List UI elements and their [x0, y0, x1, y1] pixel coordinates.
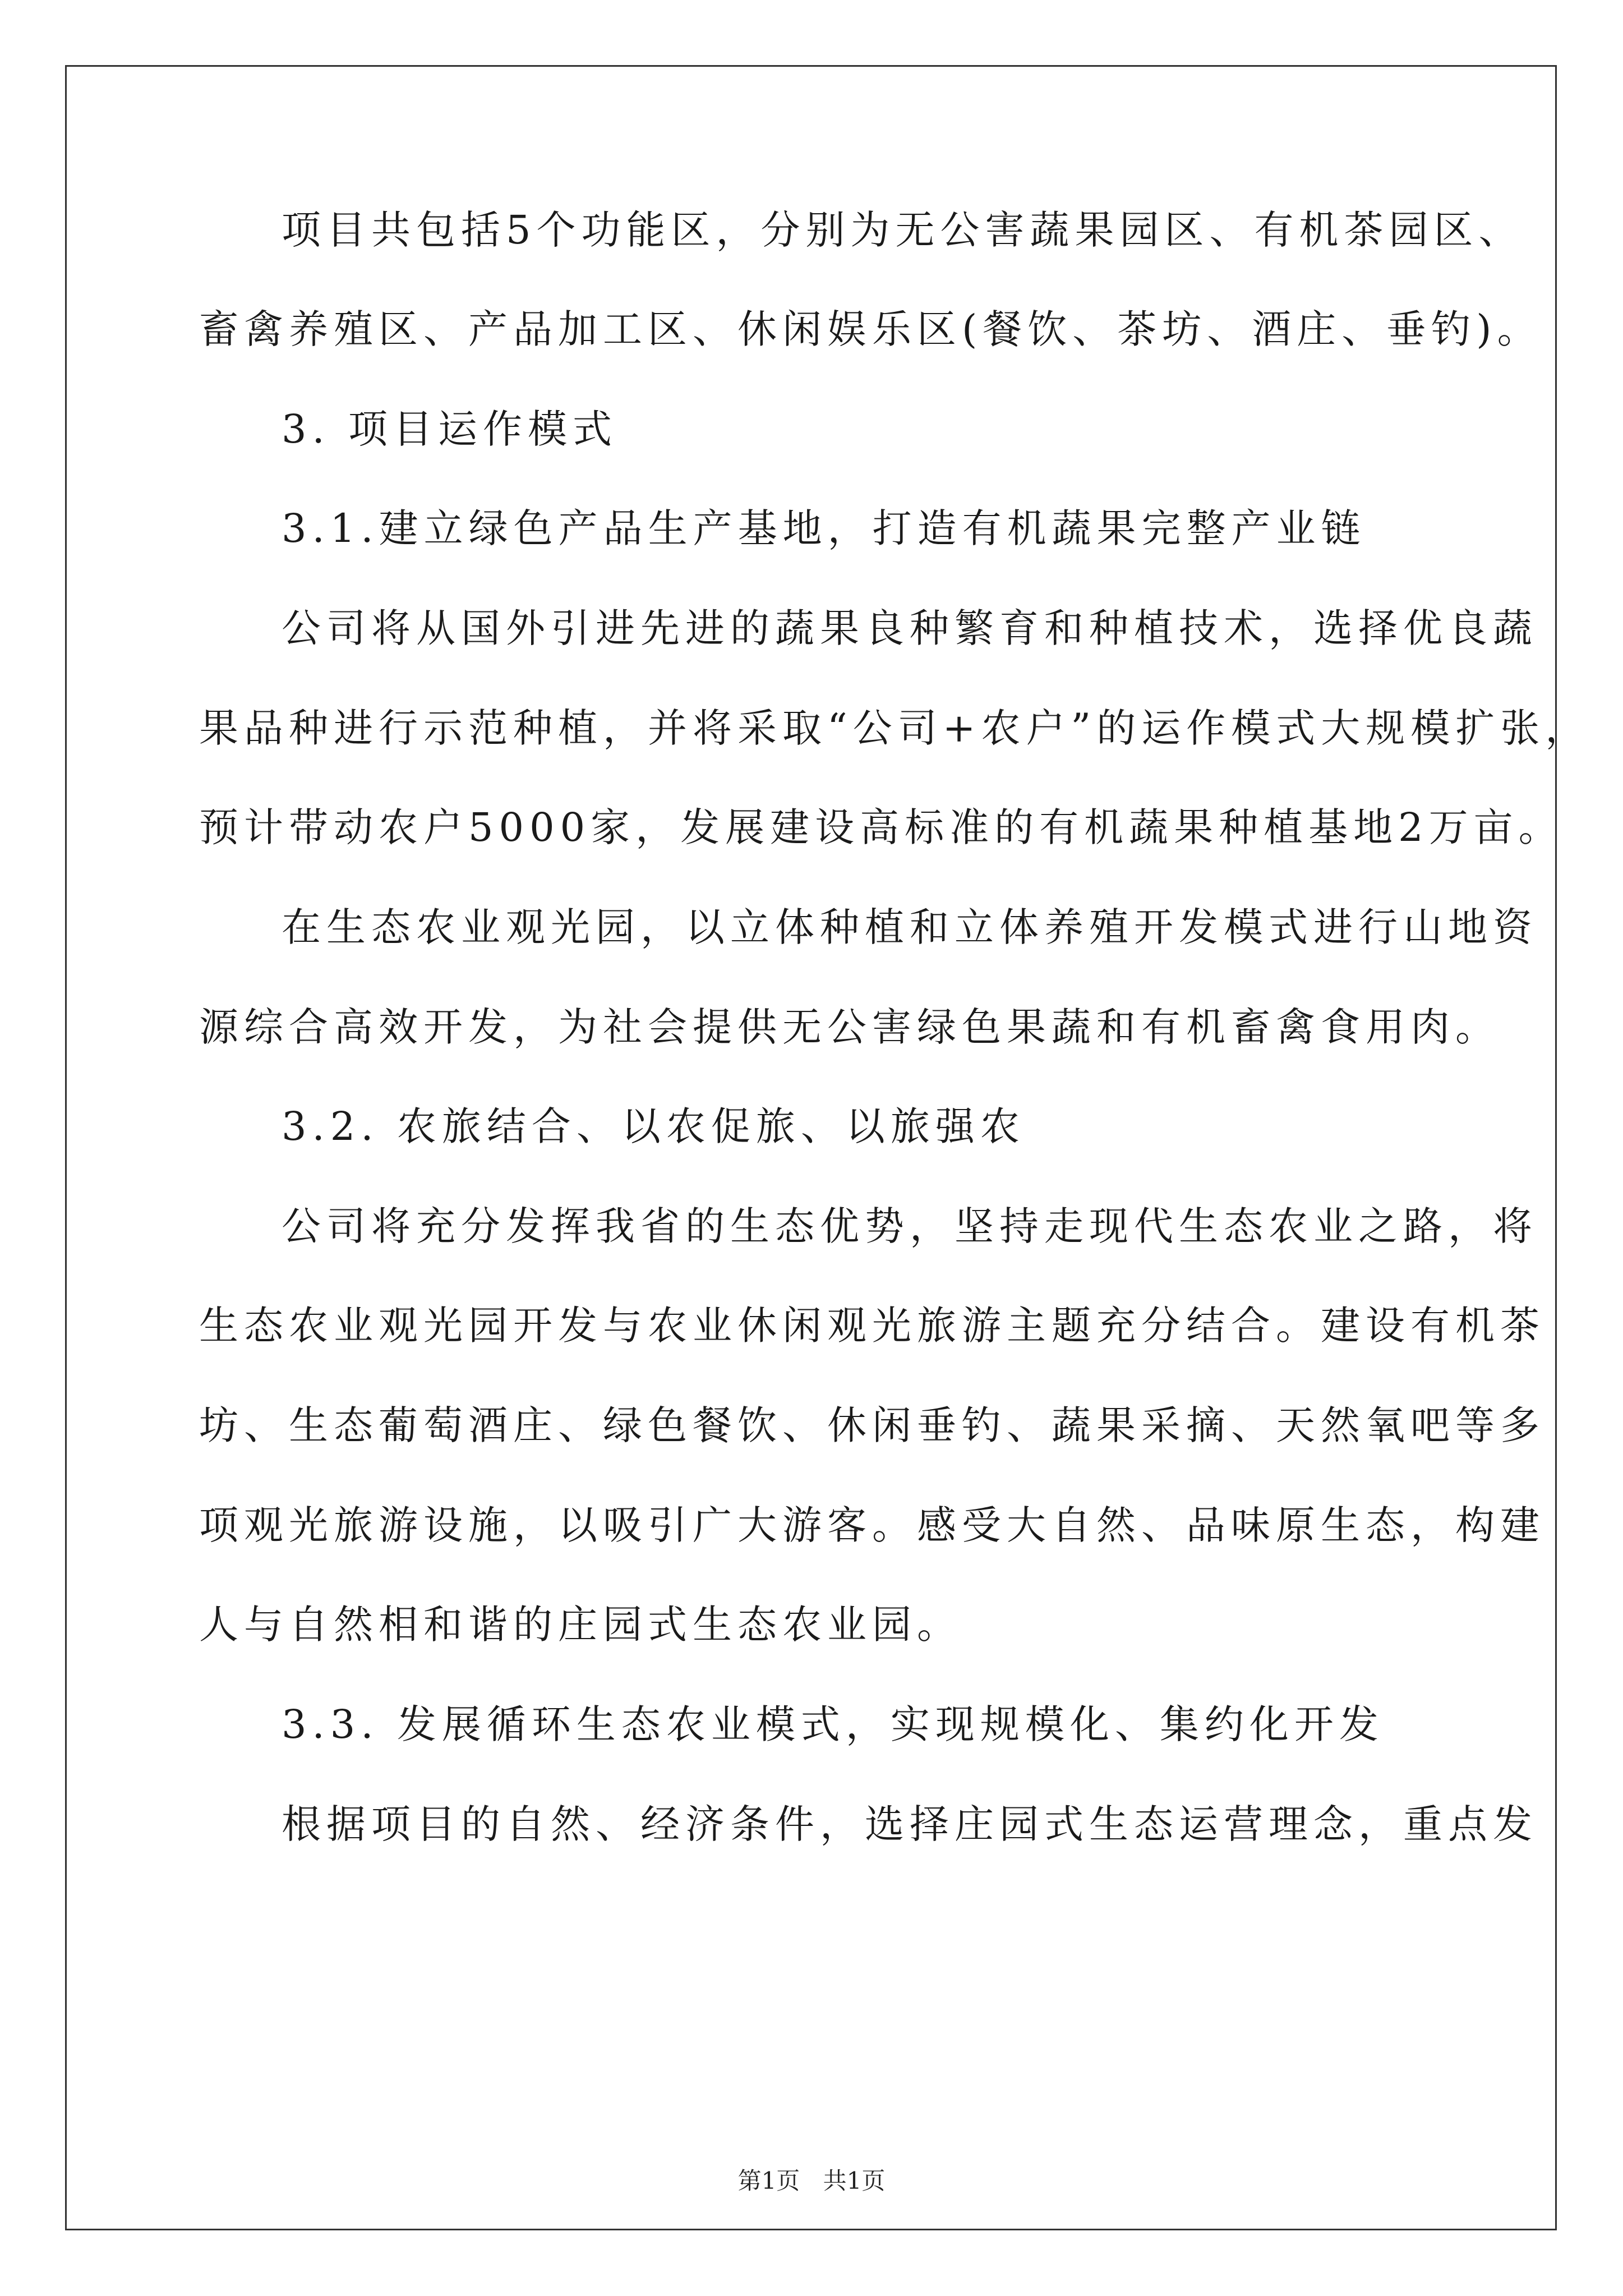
paragraph-line: 项目共包括5个功能区，分别为无公害蔬果园区、有机茶园区、 — [282, 207, 1524, 253]
page-total: 共1页 — [823, 2167, 886, 2194]
paragraph-line: 果品种进行示范种植，并将采取“公司+农户”的运作模式大规模扩张， — [199, 705, 1590, 751]
paragraph-line: 生态农业观光园开发与农业休闲观光旅游主题充分结合。建设有机茶 — [199, 1303, 1545, 1349]
section-heading: 3. 项目运作模式 — [282, 406, 618, 452]
paragraph-line: 人与自然相和谐的庄园式生态农业园。 — [199, 1602, 962, 1648]
paragraph-line: 坊、生态葡萄酒庄、绿色餐饮、休闲垂钓、蔬果采摘、天然氧吧等多 — [199, 1402, 1545, 1448]
page-number: 第1页 — [737, 2167, 800, 2194]
paragraph-line: 公司将从国外引进先进的蔬果良种繁育和种植技术，选择优良蔬 — [282, 605, 1538, 651]
paragraph-line: 项观光旅游设施，以吸引广大游客。感受大自然、品味原生态，构建 — [199, 1502, 1545, 1548]
paragraph-line: 源综合高效开发，为社会提供无公害绿色果蔬和有机畜禽食用肉。 — [199, 1004, 1500, 1050]
paragraph-line: 在生态农业观光园，以立体种植和立体养殖开发模式进行山地资 — [282, 904, 1538, 950]
subsection-heading: 3.2. 农旅结合、以农促旅、以旅强农 — [282, 1103, 1025, 1149]
subsection-heading: 3.1.建立绿色产品生产基地，打造有机蔬果完整产业链 — [282, 505, 1366, 551]
paragraph-line: 畜禽养殖区、产品加工区、休闲娱乐区(餐饮、茶坊、酒庄、垂钓)。 — [199, 306, 1542, 352]
paragraph-line: 根据项目的自然、经济条件，选择庄园式生态运营理念，重点发 — [282, 1801, 1538, 1847]
paragraph-line: 预计带动农户5000家，发展建设高标准的有机蔬果种植基地2万亩。 — [199, 804, 1564, 850]
paragraph-line: 公司将充分发挥我省的生态优势，坚持走现代生态农业之路，将 — [282, 1203, 1538, 1249]
page-footer — [0, 2162, 1623, 2196]
subsection-heading: 3.3. 发展循环生态农业模式，实现规模化、集约化开发 — [282, 1701, 1384, 1747]
